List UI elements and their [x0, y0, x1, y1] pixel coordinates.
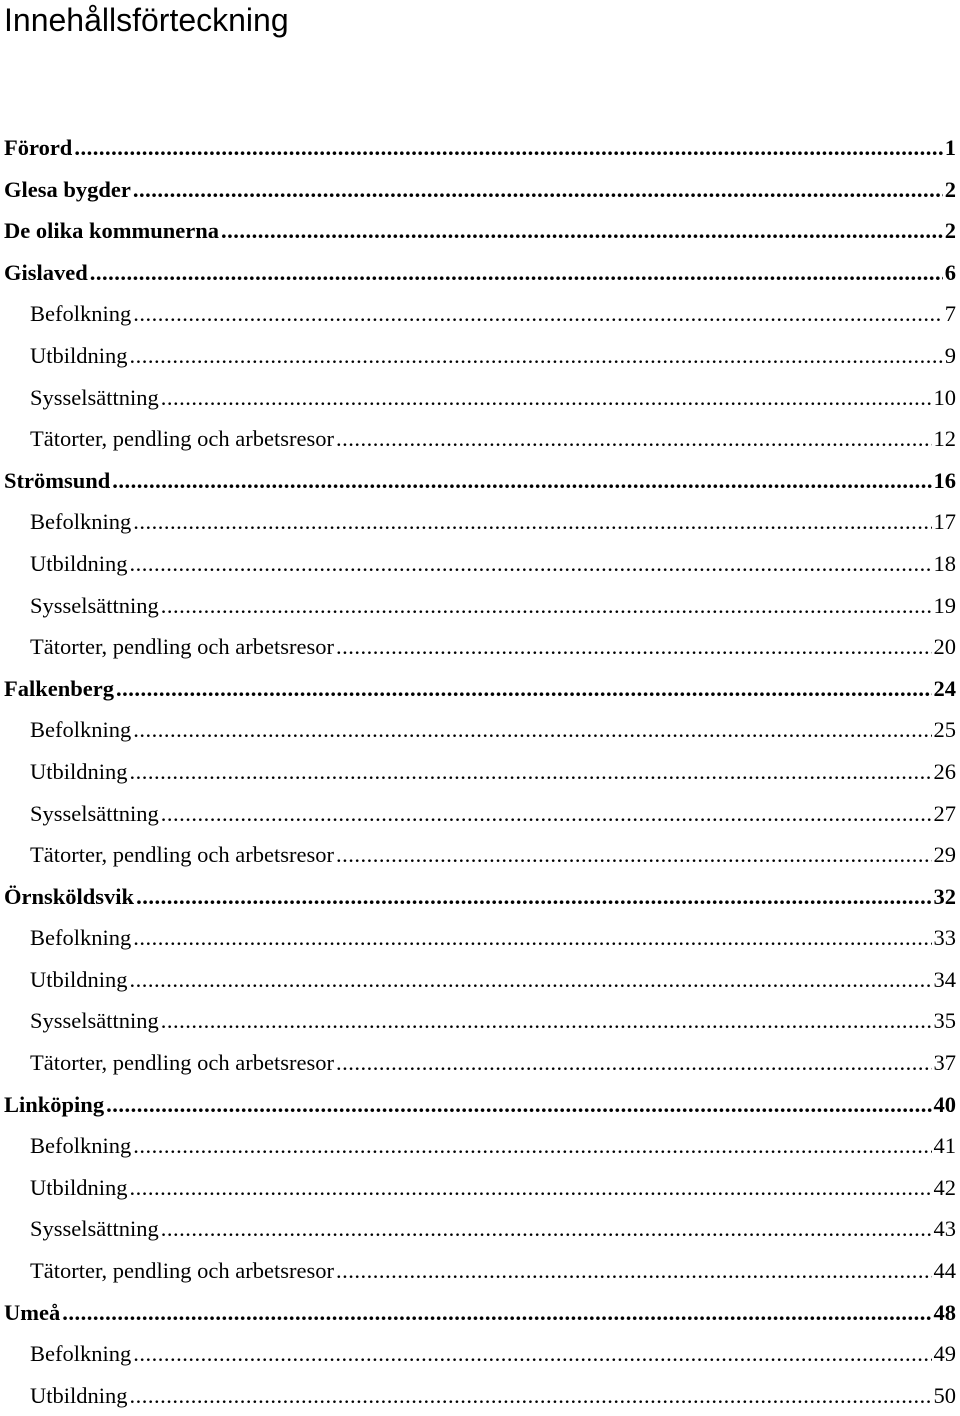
toc-subsection-link[interactable] [0, 709, 960, 751]
toc-page-number: 7 [944, 301, 956, 327]
toc-subsection-link[interactable] [0, 751, 960, 793]
toc-dot-leader [133, 1333, 931, 1375]
toc-page-number: 25 [933, 717, 956, 743]
toc-section-link[interactable] [0, 252, 960, 294]
toc-page-number: 24 [933, 675, 956, 701]
toc-dot-leader [336, 626, 932, 668]
toc-entry-label: Utbildning [30, 1382, 128, 1408]
toc-page-number: 50 [933, 1382, 956, 1408]
toc-dot-leader [221, 210, 943, 252]
toc-dot-leader [133, 709, 931, 751]
toc-dot-leader [133, 293, 943, 335]
toc-dot-leader [130, 543, 932, 585]
toc-dot-leader [130, 1375, 932, 1416]
toc-entry-label: Falkenberg [4, 675, 114, 701]
toc-page-number: 49 [933, 1341, 956, 1367]
toc-subsection-link[interactable] [0, 793, 960, 835]
toc-page-number: 20 [933, 634, 956, 660]
toc-subsection-link[interactable] [0, 917, 960, 959]
toc-page-number: 29 [933, 842, 956, 868]
toc-dot-leader [336, 834, 932, 876]
toc-entry-label: Umeå [4, 1299, 61, 1325]
toc-entry-label: Gislaved [4, 259, 88, 285]
toc-entry-label: Utbildning [30, 550, 128, 576]
toc-subsection-link[interactable] [0, 418, 960, 460]
toc-entry-label: De olika kommunerna [4, 218, 220, 244]
toc-page-number: 18 [933, 550, 956, 576]
toc-entry-label: Befolkning [30, 1341, 132, 1367]
toc-subsection-link[interactable] [0, 1208, 960, 1250]
toc-entry-label: Utbildning [30, 966, 128, 992]
toc-section-link[interactable] [0, 1084, 960, 1126]
toc-entry-label: Sysselsättning [30, 1008, 159, 1034]
toc-subsection-link[interactable] [0, 1167, 960, 1209]
toc-section-link[interactable] [0, 127, 960, 169]
page-title: Innehållsförteckning [4, 2, 289, 38]
toc-page-number: 6 [944, 259, 956, 285]
toc-subsection-link[interactable] [0, 1333, 960, 1375]
toc-subsection-link[interactable] [0, 335, 960, 377]
toc-entry-label: Befolkning [30, 301, 132, 327]
toc-page-number: 34 [933, 966, 956, 992]
toc-section-link[interactable] [0, 460, 960, 502]
toc-page-number: 2 [944, 176, 956, 202]
toc-subsection-link[interactable] [0, 1250, 960, 1292]
toc-subsection-link[interactable] [0, 1042, 960, 1084]
toc-page-number: 32 [933, 883, 956, 909]
toc-subsection-link[interactable] [0, 543, 960, 585]
toc-dot-leader [90, 252, 943, 294]
toc-page-number: 2 [944, 218, 956, 244]
toc-dot-leader [161, 377, 932, 419]
toc-dot-leader [130, 751, 932, 793]
toc-page-number: 26 [933, 758, 956, 784]
toc-page-number: 1 [944, 135, 956, 160]
toc-section-link[interactable] [0, 876, 960, 918]
toc-entry-label: Utbildning [30, 342, 128, 368]
toc-dot-leader [161, 585, 932, 627]
toc-dot-leader [161, 793, 932, 835]
toc-subsection-link[interactable] [0, 626, 960, 668]
toc-entry-label: Tätorter, pendling och arbetsresor [30, 1050, 334, 1076]
toc-page-number: 33 [933, 925, 956, 951]
toc-dot-leader [161, 1000, 932, 1042]
toc-dot-leader [161, 1208, 932, 1250]
toc-page-number: 48 [933, 1299, 956, 1325]
toc-page-number: 44 [933, 1258, 956, 1284]
table-of-contents [0, 127, 960, 1416]
toc-entry-label: Tätorter, pendling och arbetsresor [30, 634, 334, 660]
toc-entry-label: Befolkning [30, 925, 132, 951]
toc-page-number: 42 [933, 1174, 956, 1200]
toc-section-link[interactable] [0, 668, 960, 710]
toc-subsection-link[interactable] [0, 377, 960, 419]
toc-entry-label: Befolkning [30, 717, 132, 743]
toc-entry-label: Tätorter, pendling och arbetsresor [30, 426, 334, 452]
toc-dot-leader [106, 1084, 931, 1126]
toc-subsection-link[interactable] [0, 1125, 960, 1167]
toc-page-number: 41 [933, 1133, 956, 1159]
toc-page-number: 27 [933, 800, 956, 826]
toc-page-number: 35 [933, 1008, 956, 1034]
toc-dot-leader [112, 460, 931, 502]
toc-dot-leader [130, 959, 932, 1001]
toc-dot-leader [130, 335, 943, 377]
toc-entry-label: Sysselsättning [30, 384, 159, 410]
toc-entry-label: Glesa bygder [4, 176, 131, 202]
toc-dot-leader [133, 1125, 931, 1167]
toc-entry-label: Tätorter, pendling och arbetsresor [30, 842, 334, 868]
toc-page-number: 17 [933, 509, 956, 535]
toc-dot-leader [116, 668, 932, 710]
toc-dot-leader [336, 418, 932, 460]
toc-section-link[interactable] [0, 210, 960, 252]
toc-entry-label: Utbildning [30, 758, 128, 784]
toc-dot-leader [336, 1042, 932, 1084]
toc-page-number: 12 [933, 426, 956, 452]
toc-entry-label: Sysselsättning [30, 800, 159, 826]
toc-dot-leader [74, 127, 942, 169]
toc-page-number: 19 [933, 592, 956, 618]
toc-dot-leader [133, 169, 943, 211]
toc-dot-leader [130, 1167, 932, 1209]
toc-subsection-link[interactable] [0, 501, 960, 543]
toc-section-link[interactable] [0, 1292, 960, 1334]
toc-subsection-link[interactable] [0, 1000, 960, 1042]
toc-entry-label: Befolkning [30, 1133, 132, 1159]
toc-subsection-link[interactable] [0, 834, 960, 876]
toc-page-number: 10 [933, 384, 956, 410]
toc-page-number: 9 [944, 342, 956, 368]
toc-dot-leader [62, 1292, 931, 1334]
toc-entry-label: Tätorter, pendling och arbetsresor [30, 1258, 334, 1284]
toc-page-number: 37 [933, 1050, 956, 1076]
toc-entry-label: Befolkning [30, 509, 132, 535]
toc-page-number: 16 [933, 467, 956, 493]
toc-entry-label: Örnsköldsvik [4, 883, 135, 909]
toc-dot-leader [133, 917, 931, 959]
toc-dot-leader [336, 1250, 932, 1292]
toc-entry-label: Sysselsättning [30, 592, 159, 618]
toc-subsection-link[interactable] [0, 585, 960, 627]
toc-entry-label: Linköping [4, 1091, 105, 1117]
toc-dot-leader [133, 501, 931, 543]
toc-entry-label: Utbildning [30, 1174, 128, 1200]
toc-subsection-link[interactable] [0, 293, 960, 335]
toc-page-number: 43 [933, 1216, 956, 1242]
toc-section-link[interactable] [0, 169, 960, 211]
toc-entry-label: Strömsund [4, 467, 111, 493]
toc-page-number: 40 [933, 1091, 956, 1117]
toc-entry-label: Sysselsättning [30, 1216, 159, 1242]
toc-subsection-link[interactable] [0, 959, 960, 1001]
toc-subsection-link[interactable] [0, 1375, 960, 1416]
toc-entry-label: Förord [4, 135, 73, 160]
toc-dot-leader [136, 876, 931, 918]
